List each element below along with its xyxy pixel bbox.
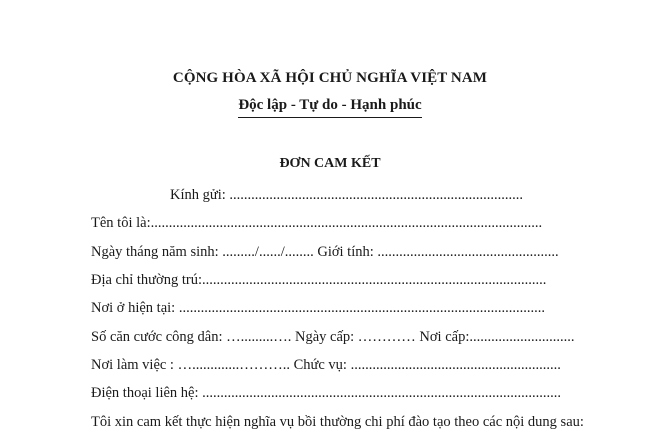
commitment-statement: Tôi xin cam kết thực hiện nghĩa vụ bồi thường chi phí đào tạo theo các nội dung sau: — [91, 414, 584, 430]
phone-line: Điện thoại liên hệ: ................................................................................................... — [91, 385, 562, 401]
workplace-position-line: Nơi làm việc : ….............……….. Chức vụ: .......................................................... — [91, 357, 561, 373]
motto-container — [0, 96, 660, 118]
national-title: CỘNG HÒA XÃ HỘI CHỦ NGHĨA VIỆT NAM — [172, 70, 488, 86]
id-card-line: Số căn cước công dân: ….........…. Ngày cấp: ………… Nơi cấp:............................. — [91, 329, 575, 345]
birth-gender-line: Ngày tháng năm sinh: ........./....../........ Giới tính: .................................................. — [91, 244, 559, 260]
national-motto: Độc lập - Tự do - Hạnh phúc — [238, 97, 421, 118]
permanent-address-line: Địa chỉ thường trú:............................................................................................... — [91, 272, 547, 288]
current-residence-line: Nơi ở hiện tại: ..................................................................................................... — [91, 300, 545, 316]
recipient-line: Kính gửi: ................................................................................. — [170, 187, 524, 203]
name-line: Tên tôi là:............................................................................................................ — [91, 215, 543, 231]
document-title: ĐƠN CAM KẾT — [279, 156, 381, 171]
